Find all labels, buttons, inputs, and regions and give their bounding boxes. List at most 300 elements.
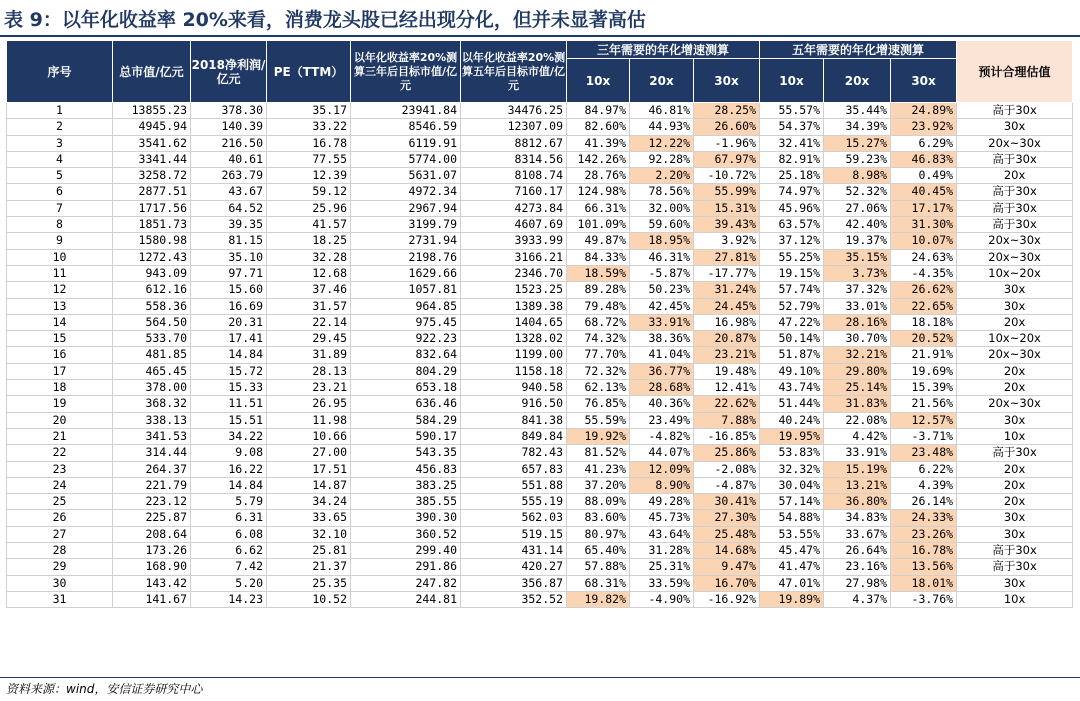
data-cell: 43.67 <box>191 184 267 200</box>
row-index: 4 <box>7 151 113 167</box>
data-cell: 52.79% <box>760 298 824 314</box>
row-index: 28 <box>7 543 113 559</box>
data-cell: 83.60% <box>567 510 630 526</box>
data-cell: 5774.00 <box>351 151 461 167</box>
estimate-cell: 20x~30x <box>957 135 1073 151</box>
data-cell: 46.83% <box>891 151 957 167</box>
data-cell: 657.83 <box>461 461 567 477</box>
data-cell: 360.52 <box>351 526 461 542</box>
data-cell: 590.17 <box>351 428 461 444</box>
data-cell: 10.52 <box>267 591 351 607</box>
data-cell: 30.04% <box>760 477 824 493</box>
data-cell: 77.55 <box>267 151 351 167</box>
row-index: 25 <box>7 494 113 510</box>
data-cell: 420.27 <box>461 559 567 575</box>
data-cell: 13.56% <box>891 559 957 575</box>
data-cell: 27.81% <box>694 249 760 265</box>
data-cell: 1199.00 <box>461 347 567 363</box>
row-index: 27 <box>7 526 113 542</box>
data-cell: 31.30% <box>891 217 957 233</box>
data-cell: 16.70% <box>694 575 760 591</box>
data-cell: 341.53 <box>113 428 191 444</box>
data-cell: 975.45 <box>351 314 461 330</box>
data-cell: 50.14% <box>760 331 824 347</box>
data-cell: 223.12 <box>113 494 191 510</box>
data-cell: -10.72% <box>694 168 760 184</box>
data-cell: 65.40% <box>567 543 630 559</box>
header-profit: 2018净利润/亿元 <box>191 41 267 103</box>
data-cell: 263.79 <box>191 168 267 184</box>
data-cell: 5.79 <box>191 494 267 510</box>
data-cell: 37.32% <box>824 282 891 298</box>
data-cell: 51.44% <box>760 396 824 412</box>
data-cell: 314.44 <box>113 445 191 461</box>
data-cell: 33.67% <box>824 526 891 542</box>
data-cell: 533.70 <box>113 331 191 347</box>
data-cell: 5631.07 <box>351 168 461 184</box>
table-row <box>7 217 1073 233</box>
data-cell: 18.59% <box>567 265 630 281</box>
table-row <box>7 347 1073 363</box>
data-cell: 46.81% <box>630 103 694 119</box>
data-cell: 17.51 <box>267 461 351 477</box>
data-cell: 8546.59 <box>351 119 461 135</box>
data-cell: 6.08 <box>191 526 267 542</box>
data-cell: 15.19% <box>824 461 891 477</box>
title-bar <box>0 0 1080 37</box>
table-row <box>7 591 1073 607</box>
data-cell: 28.76% <box>567 168 630 184</box>
data-cell: 72.32% <box>567 363 630 379</box>
estimate-cell: 高于30x <box>957 184 1073 200</box>
data-cell: 29.45 <box>267 331 351 347</box>
data-cell: 19.37% <box>824 233 891 249</box>
data-cell: 80.97% <box>567 526 630 542</box>
data-cell: 33.01% <box>824 298 891 314</box>
data-cell: 2346.70 <box>461 265 567 281</box>
data-cell: 3166.21 <box>461 249 567 265</box>
data-cell: 782.43 <box>461 445 567 461</box>
data-cell: 14.23 <box>191 591 267 607</box>
data-cell: 19.92% <box>567 428 630 444</box>
data-cell: 35.44% <box>824 103 891 119</box>
data-cell: 54.88% <box>760 510 824 526</box>
data-cell: 14.68% <box>694 543 760 559</box>
data-cell: 143.42 <box>113 575 191 591</box>
data-cell: 45.73% <box>630 510 694 526</box>
data-cell: 142.26% <box>567 151 630 167</box>
data-cell: 92.28% <box>630 151 694 167</box>
data-cell: 299.40 <box>351 543 461 559</box>
data-cell: 25.48% <box>694 526 760 542</box>
data-cell: 0.49% <box>891 168 957 184</box>
data-cell: 378.00 <box>113 380 191 396</box>
data-cell: 38.36% <box>630 331 694 347</box>
data-cell: 18.95% <box>630 233 694 249</box>
data-cell: 15.27% <box>824 135 891 151</box>
data-cell: 81.15 <box>191 233 267 249</box>
data-cell: 352.52 <box>461 591 567 607</box>
estimate-cell: 20x <box>957 494 1073 510</box>
data-cell: 59.60% <box>630 217 694 233</box>
data-cell: 7.42 <box>191 559 267 575</box>
data-cell: 84.33% <box>567 249 630 265</box>
estimate-cell: 高于30x <box>957 445 1073 461</box>
data-cell: 940.58 <box>461 380 567 396</box>
data-cell: 244.81 <box>351 591 461 607</box>
data-cell: 17.17% <box>891 200 957 216</box>
data-cell: 841.38 <box>461 412 567 428</box>
data-cell: 6119.91 <box>351 135 461 151</box>
estimate-cell: 30x <box>957 298 1073 314</box>
data-cell: 55.99% <box>694 184 760 200</box>
data-cell: 208.64 <box>113 526 191 542</box>
header-target3: 以年化收益率20%测算三年后目标市值/亿元 <box>351 41 461 103</box>
data-cell: 3258.72 <box>113 168 191 184</box>
estimate-cell: 高于30x <box>957 151 1073 167</box>
data-cell: 34.83% <box>824 510 891 526</box>
data-cell: 17.41 <box>191 331 267 347</box>
data-cell: 53.55% <box>760 526 824 542</box>
data-cell: 15.31% <box>694 200 760 216</box>
estimate-cell: 高于30x <box>957 103 1073 119</box>
data-cell: 37.12% <box>760 233 824 249</box>
data-cell: 4607.69 <box>461 217 567 233</box>
data-cell: 3.92% <box>694 233 760 249</box>
data-cell: 8108.74 <box>461 168 567 184</box>
data-cell: 12307.09 <box>461 119 567 135</box>
data-cell: 22.08% <box>824 412 891 428</box>
data-cell: 49.87% <box>567 233 630 249</box>
data-cell: 43.74% <box>760 380 824 396</box>
data-cell: 23.21 <box>267 380 351 396</box>
source-note: 资料来源：wind，安信证券研究中心 <box>6 682 203 696</box>
data-cell: 9.47% <box>694 559 760 575</box>
row-index: 7 <box>7 200 113 216</box>
estimate-cell: 20x <box>957 461 1073 477</box>
data-cell: 832.64 <box>351 347 461 363</box>
data-cell: 47.01% <box>760 575 824 591</box>
data-cell: 101.09% <box>567 217 630 233</box>
data-cell: 27.30% <box>694 510 760 526</box>
data-cell: 264.37 <box>113 461 191 477</box>
data-cell: 64.52 <box>191 200 267 216</box>
data-cell: 40.45% <box>891 184 957 200</box>
data-cell: 551.88 <box>461 477 567 493</box>
table-row <box>7 461 1073 477</box>
data-cell: 27.06% <box>824 200 891 216</box>
data-cell: 32.41% <box>760 135 824 151</box>
estimate-cell: 10x <box>957 591 1073 607</box>
data-cell: 97.71 <box>191 265 267 281</box>
data-cell: 33.22 <box>267 119 351 135</box>
data-cell: 18.01% <box>891 575 957 591</box>
data-cell: 37.20% <box>567 477 630 493</box>
row-index: 11 <box>7 265 113 281</box>
data-cell: 390.30 <box>351 510 461 526</box>
data-cell: 81.52% <box>567 445 630 461</box>
data-cell: 44.93% <box>630 119 694 135</box>
data-cell: -5.87% <box>630 265 694 281</box>
estimate-cell: 30x <box>957 510 1073 526</box>
data-cell: 431.14 <box>461 543 567 559</box>
data-cell: 16.69 <box>191 298 267 314</box>
data-cell: 89.28% <box>567 282 630 298</box>
table-row <box>7 103 1073 119</box>
data-cell: 82.60% <box>567 119 630 135</box>
data-cell: 3199.79 <box>351 217 461 233</box>
estimate-cell: 20x <box>957 314 1073 330</box>
row-index: 6 <box>7 184 113 200</box>
row-index: 31 <box>7 591 113 607</box>
row-index: 19 <box>7 396 113 412</box>
data-cell: 42.45% <box>630 298 694 314</box>
table-row <box>7 396 1073 412</box>
row-index: 15 <box>7 331 113 347</box>
data-cell: 39.43% <box>694 217 760 233</box>
data-cell: 25.14% <box>824 380 891 396</box>
data-cell: 9.08 <box>191 445 267 461</box>
data-cell: 291.86 <box>351 559 461 575</box>
data-cell: 68.72% <box>567 314 630 330</box>
data-cell: 32.10 <box>267 526 351 542</box>
data-cell: 55.25% <box>760 249 824 265</box>
data-cell: 247.82 <box>351 575 461 591</box>
data-cell: 36.80% <box>824 494 891 510</box>
header-target5: 以年化收益率20%测算五年后目标市值/亿元 <box>461 41 567 103</box>
data-cell: 41.23% <box>567 461 630 477</box>
header-sub-5yr-30x: 30x <box>891 59 957 103</box>
data-cell: 18.18% <box>891 314 957 330</box>
data-cell: 653.18 <box>351 380 461 396</box>
data-cell: 59.12 <box>267 184 351 200</box>
data-cell: 31.57 <box>267 298 351 314</box>
data-cell: 88.09% <box>567 494 630 510</box>
data-cell: 465.45 <box>113 363 191 379</box>
data-cell: 14.84 <box>191 477 267 493</box>
data-cell: 84.97% <box>567 103 630 119</box>
header-sub-3yr-30x: 30x <box>694 59 760 103</box>
data-cell: 35.10 <box>191 249 267 265</box>
data-cell: 24.89% <box>891 103 957 119</box>
data-cell: 67.97% <box>694 151 760 167</box>
data-cell: 922.23 <box>351 331 461 347</box>
data-cell: -4.87% <box>694 477 760 493</box>
data-cell: 6.62 <box>191 543 267 559</box>
data-cell: 28.13 <box>267 363 351 379</box>
header-group-3yr: 三年需要的年化增速测算 <box>567 41 760 59</box>
data-cell: 543.35 <box>351 445 461 461</box>
data-cell: 12.41% <box>694 380 760 396</box>
data-cell: -16.85% <box>694 428 760 444</box>
table-row <box>7 559 1073 575</box>
data-cell: 12.57% <box>891 412 957 428</box>
data-cell: 1523.25 <box>461 282 567 298</box>
data-cell: 173.26 <box>113 543 191 559</box>
data-cell: 49.10% <box>760 363 824 379</box>
data-cell: 15.39% <box>891 380 957 396</box>
data-cell: 55.57% <box>760 103 824 119</box>
row-index: 5 <box>7 168 113 184</box>
table-row <box>7 298 1073 314</box>
data-cell: 1272.43 <box>113 249 191 265</box>
data-cell: 11.51 <box>191 396 267 412</box>
data-cell: 41.57 <box>267 217 351 233</box>
table-row <box>7 543 1073 559</box>
data-cell: 4945.94 <box>113 119 191 135</box>
data-cell: 3.73% <box>824 265 891 281</box>
data-cell: 31.83% <box>824 396 891 412</box>
data-cell: 26.64% <box>824 543 891 559</box>
data-cell: 25.96 <box>267 200 351 216</box>
data-cell: 22.65% <box>891 298 957 314</box>
row-index: 17 <box>7 363 113 379</box>
row-index: 12 <box>7 282 113 298</box>
data-cell: -2.08% <box>694 461 760 477</box>
data-cell: 46.31% <box>630 249 694 265</box>
data-cell: -4.90% <box>630 591 694 607</box>
row-index: 30 <box>7 575 113 591</box>
data-cell: 140.39 <box>191 119 267 135</box>
data-cell: 27.98% <box>824 575 891 591</box>
data-cell: 2731.94 <box>351 233 461 249</box>
data-cell: 558.36 <box>113 298 191 314</box>
data-cell: 8.90% <box>630 477 694 493</box>
row-index: 22 <box>7 445 113 461</box>
data-cell: 57.14% <box>760 494 824 510</box>
data-cell: 2967.94 <box>351 200 461 216</box>
table-row <box>7 119 1073 135</box>
data-cell: 964.85 <box>351 298 461 314</box>
table-row <box>7 282 1073 298</box>
data-cell: 13.21% <box>824 477 891 493</box>
data-cell: -3.71% <box>891 428 957 444</box>
data-cell: 5.20 <box>191 575 267 591</box>
data-cell: 10.07% <box>891 233 957 249</box>
data-cell: 1851.73 <box>113 217 191 233</box>
data-cell: 7160.17 <box>461 184 567 200</box>
estimate-cell: 20x~30x <box>957 233 1073 249</box>
data-cell: 74.32% <box>567 331 630 347</box>
estimate-cell: 20x <box>957 477 1073 493</box>
header-pe: PE（TTM） <box>267 41 351 103</box>
data-cell: 34.22 <box>191 428 267 444</box>
data-cell: 555.19 <box>461 494 567 510</box>
data-cell: 31.89 <box>267 347 351 363</box>
data-cell: 21.91% <box>891 347 957 363</box>
data-cell: 25.86% <box>694 445 760 461</box>
data-cell: 356.87 <box>461 575 567 591</box>
data-cell: 21.56% <box>891 396 957 412</box>
data-cell: 37.46 <box>267 282 351 298</box>
data-cell: 33.91% <box>630 314 694 330</box>
data-cell: 19.48% <box>694 363 760 379</box>
data-cell: 11.98 <box>267 412 351 428</box>
table-row <box>7 184 1073 200</box>
data-cell: 4.39% <box>891 477 957 493</box>
data-cell: -16.92% <box>694 591 760 607</box>
data-cell: 26.14% <box>891 494 957 510</box>
row-index: 3 <box>7 135 113 151</box>
data-cell: 59.23% <box>824 151 891 167</box>
data-cell: 216.50 <box>191 135 267 151</box>
table-row <box>7 494 1073 510</box>
data-cell: 3933.99 <box>461 233 567 249</box>
data-cell: 943.09 <box>113 265 191 281</box>
data-cell: 52.32% <box>824 184 891 200</box>
estimate-cell: 20x~30x <box>957 347 1073 363</box>
data-cell: 63.57% <box>760 217 824 233</box>
data-cell: 562.03 <box>461 510 567 526</box>
data-cell: 916.50 <box>461 396 567 412</box>
data-cell: 66.31% <box>567 200 630 216</box>
data-cell: 3341.44 <box>113 151 191 167</box>
estimate-cell: 高于30x <box>957 543 1073 559</box>
data-cell: 2.20% <box>630 168 694 184</box>
row-index: 20 <box>7 412 113 428</box>
data-cell: 32.32% <box>760 461 824 477</box>
data-cell: 31.24% <box>694 282 760 298</box>
data-cell: 54.37% <box>760 119 824 135</box>
data-cell: 26.62% <box>891 282 957 298</box>
table-row <box>7 265 1073 281</box>
data-cell: 1057.81 <box>351 282 461 298</box>
estimate-cell: 10x~20x <box>957 331 1073 347</box>
data-cell: 28.16% <box>824 314 891 330</box>
data-cell: 82.91% <box>760 151 824 167</box>
data-cell: 36.77% <box>630 363 694 379</box>
data-cell: 31.28% <box>630 543 694 559</box>
estimate-cell: 20x <box>957 168 1073 184</box>
data-cell: 24.63% <box>891 249 957 265</box>
data-cell: 564.50 <box>113 314 191 330</box>
data-cell: 3541.62 <box>113 135 191 151</box>
table-row <box>7 314 1073 330</box>
data-cell: 15.51 <box>191 412 267 428</box>
data-cell: 34.24 <box>267 494 351 510</box>
row-index: 21 <box>7 428 113 444</box>
data-cell: 45.96% <box>760 200 824 216</box>
data-cell: 12.22% <box>630 135 694 151</box>
data-cell: 32.00% <box>630 200 694 216</box>
data-cell: 53.83% <box>760 445 824 461</box>
bottom-rule <box>0 677 1080 678</box>
table-row <box>7 510 1073 526</box>
table-body <box>7 103 1073 608</box>
data-cell: -4.35% <box>891 265 957 281</box>
table-row <box>7 526 1073 542</box>
data-cell: 23.49% <box>630 412 694 428</box>
data-cell: 14.87 <box>267 477 351 493</box>
data-cell: 25.35 <box>267 575 351 591</box>
estimate-cell: 30x <box>957 412 1073 428</box>
table-row <box>7 445 1073 461</box>
data-cell: 4.42% <box>824 428 891 444</box>
valuation-table <box>6 40 1073 608</box>
data-cell: 8812.67 <box>461 135 567 151</box>
data-cell: 6.22% <box>891 461 957 477</box>
data-cell: 1158.18 <box>461 363 567 379</box>
table-title: 表 9：以年化收益率 20%来看，消费龙头股已经出现分化，但并未显著高估 <box>4 9 646 31</box>
data-cell: 584.29 <box>351 412 461 428</box>
table-row <box>7 477 1073 493</box>
data-cell: 26.60% <box>694 119 760 135</box>
data-cell: 124.98% <box>567 184 630 200</box>
table-row <box>7 151 1073 167</box>
data-cell: 26.95 <box>267 396 351 412</box>
data-cell: 12.39 <box>267 168 351 184</box>
data-cell: 57.74% <box>760 282 824 298</box>
